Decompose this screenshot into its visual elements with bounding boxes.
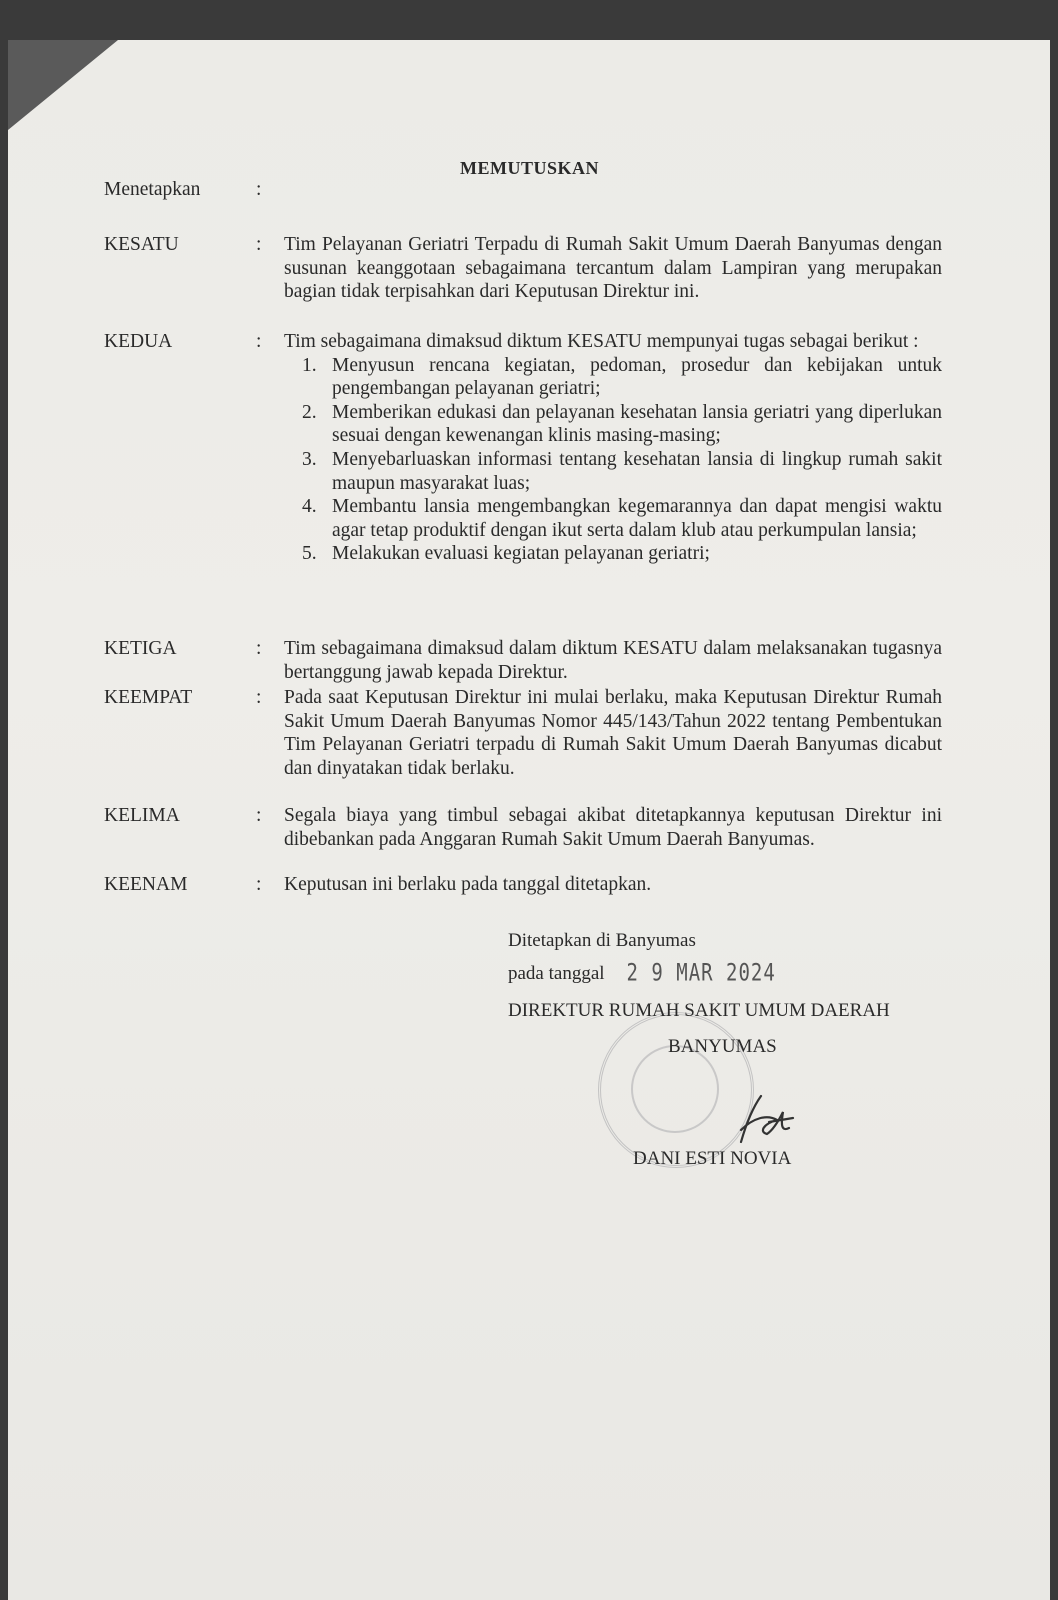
- page-corner-shadow: [8, 40, 118, 130]
- list-item-text: Melakukan evaluasi kegiatan pelayanan geriatri;: [332, 543, 710, 565]
- signature-date-stamp: 2 9 MAR 2024: [626, 959, 776, 987]
- diktum-label: KELIMA: [104, 805, 180, 826]
- list-item: [284, 448, 942, 495]
- list-item-number: 5.: [302, 543, 317, 565]
- list-item-number: 4.: [302, 496, 317, 518]
- menetapkan-label: Menetapkan: [104, 179, 201, 200]
- diktum-body: [284, 330, 942, 566]
- diktum-colon: :: [256, 331, 262, 352]
- diktum-colon: :: [256, 687, 262, 708]
- list-item: [284, 542, 942, 566]
- list-item-text: Membantu lansia mengembangkan kegemarannya dan dapat mengisi waktu agar tetap produktif dengan ikut serta dalam klub atau perkumpulan lansia;: [332, 496, 942, 541]
- signatory-name: DANI ESTI NOVIA: [633, 1148, 792, 1169]
- diktum-label: KEENAM: [104, 874, 188, 895]
- diktum-colon: :: [256, 805, 262, 826]
- diktum-text: Segala biaya yang timbul sebagai akibat ditetapkannya keputusan Direktur ini dibebankan pada Anggaran Rumah Sakit Umum Daerah Banyumas.: [284, 805, 942, 850]
- document-page: [8, 40, 1050, 1600]
- diktum-label: KEEMPAT: [104, 687, 193, 708]
- diktum-text: Tim Pelayanan Geriatri Terpadu di Rumah Sakit Umum Daerah Banyumas dengan susunan keanggotaan sebagaimana tercantum dalam Lampiran yang merupakan bagian tidak terpisahkan dari Keputusan Direktur ini.: [284, 234, 942, 303]
- signature-office-line2: BANYUMAS: [668, 1036, 777, 1057]
- menetapkan-colon: :: [256, 179, 262, 200]
- page-title: MEMUTUSKAN: [460, 158, 599, 178]
- signature-date-label: pada tanggal: [508, 963, 605, 984]
- diktum-text: Tim sebagaimana dimaksud diktum KESATU mempunyai tugas sebagai berikut :: [284, 331, 919, 352]
- signature-place: Ditetapkan di Banyumas: [508, 930, 696, 951]
- list-item-number: 3.: [302, 448, 317, 470]
- list-item-text: Menyebarluaskan informasi tentang kesehatan lansia di lingkup rumah sakit maupun masyarakat luas;: [332, 448, 942, 494]
- diktum-label: KEDUA: [104, 331, 173, 352]
- diktum-text: Keputusan ini berlaku pada tanggal ditetapkan.: [284, 874, 652, 895]
- list-item: [284, 354, 942, 401]
- list-item-text: Menyusun rencana kegiatan, pedoman, prosedur dan kebijakan untuk pengembangan pelayanan geriatri;: [332, 354, 942, 400]
- diktum-colon: :: [256, 234, 262, 255]
- handwritten-signature-icon: [733, 1090, 803, 1150]
- diktum-colon: :: [256, 638, 262, 659]
- diktum-label: KETIGA: [104, 638, 177, 659]
- diktum-label: KESATU: [104, 234, 179, 255]
- signature-office-line1: DIREKTUR RUMAH SAKIT UMUM DAERAH: [508, 1000, 890, 1021]
- diktum-colon: :: [256, 874, 262, 895]
- list-item: [284, 401, 942, 448]
- diktum-text: Pada saat Keputusan Direktur ini mulai berlaku, maka Keputusan Direktur Rumah Sakit Umum Daerah Banyumas Nomor 445/143/Tahun 2022 tentang Pembentukan Tim Pelayanan Geriatri terpadu di Rumah Sakit Umum Daerah Banyumas dicabut dan dinyatakan tidak berlaku.: [284, 687, 942, 779]
- list-item-number: 2.: [302, 401, 317, 423]
- list-item-number: 1.: [302, 354, 317, 376]
- diktum-text: Tim sebagaimana dimaksud dalam diktum KESATU dalam melaksanakan tugasnya bertanggung jawab kepada Direktur.: [284, 638, 942, 683]
- task-list: [284, 354, 942, 566]
- signature-date-line: [508, 959, 776, 987]
- list-item: [284, 495, 942, 542]
- list-item-text: Memberikan edukasi dan pelayanan kesehatan lansia geriatri yang diperlukan sesuai dengan kewenangan klinis masing-masing;: [332, 401, 942, 447]
